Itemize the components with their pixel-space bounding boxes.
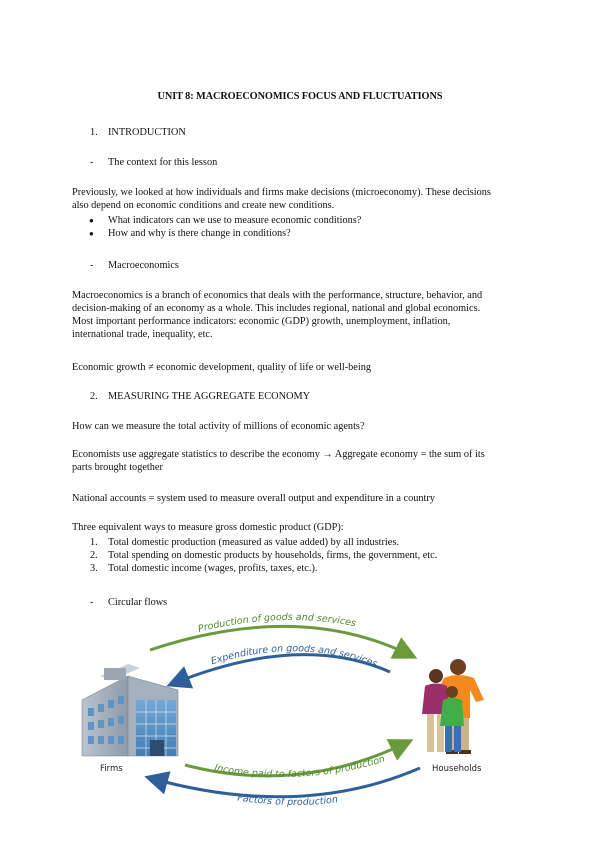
numbered-list xyxy=(72,536,532,575)
households-label: Households xyxy=(432,764,482,774)
paragraph-question: How can we measure the total activity of millions of economic agents? xyxy=(72,421,365,432)
arrow-income-factors xyxy=(185,742,408,776)
paragraph-three-ways: Three equivalent ways to measure gross domestic product (GDP): xyxy=(72,522,344,533)
item-text: Total spending on domestic products by households, firms, the government, etc. xyxy=(108,550,438,561)
paragraph-line: Macroeconomics is a branch of economics that deals with the performance, structure, behavior, and xyxy=(72,290,483,301)
paragraph-line: decision-making of an economy as a whole. This includes regional, national and global economics. xyxy=(72,303,481,314)
dash-item-text: The context for this lesson xyxy=(108,157,218,168)
item-number: 1. xyxy=(90,537,98,548)
paragraph-growth: Economic growth ≠ economic development, quality of life or well-being xyxy=(72,362,372,373)
arrow-production-goods xyxy=(150,626,412,656)
dash-item-text: Macroeconomics xyxy=(108,260,179,271)
paragraph-line: Most important performance indicators: economic (GDP) growth, unemployment, inflation, xyxy=(72,316,451,327)
paragraph-line: also depend on economic conditions and create new conditions. xyxy=(72,200,335,211)
dash-item-text: Circular flows xyxy=(108,597,168,608)
item-number: 2. xyxy=(90,550,98,561)
paragraph-line: parts brought together xyxy=(72,462,163,473)
section-title: MEASURING THE AGGREGATE ECONOMY xyxy=(108,391,311,402)
bullet-list xyxy=(72,214,532,240)
paragraph-line: Previously, we looked at how individuals and firms make decisions (microeconomy). These decisions xyxy=(72,187,491,198)
arrow-expenditure-goods-label: Expenditure on goods and services xyxy=(209,643,379,670)
arrow-income-factors-label: Income paid to factors of production xyxy=(213,753,387,781)
bullet-item: ● How and why is there change in conditions? xyxy=(72,227,532,240)
paragraph-national-accounts: National accounts = system used to measure overall output and expenditure in a country xyxy=(72,493,435,504)
item-text: Total domestic income (wages, profits, taxes, etc.). xyxy=(108,563,318,574)
households-people-icon xyxy=(422,659,484,754)
paragraph-line: international trade, inequality, etc. xyxy=(72,329,213,340)
paragraph-aggregate xyxy=(72,448,532,474)
paragraph-line: Economists use aggregate statistics to describe the economy → Aggregate economy = the sum of its xyxy=(72,449,485,460)
numbered-item xyxy=(72,536,532,549)
document-title: UNIT 8: MACROECONOMICS FOCUS AND FLUCTUATIONS xyxy=(157,91,443,102)
item-number: 3. xyxy=(90,563,98,574)
firms-label: Firms xyxy=(100,764,123,774)
arrow-production-goods-label: Production of goods and services xyxy=(197,611,357,635)
dash-marker: - xyxy=(90,597,94,608)
arrow-expenditure-goods xyxy=(172,655,390,684)
numbered-item xyxy=(72,562,532,575)
arrow-factors-production-label: Factors of production xyxy=(236,792,339,809)
section-number: 1. xyxy=(90,127,98,138)
arrow-factors-production xyxy=(150,768,420,797)
paragraph-macroeconomics xyxy=(72,289,532,341)
section-title: INTRODUCTION xyxy=(108,127,186,138)
section-number: 2. xyxy=(90,391,98,402)
dash-marker: - xyxy=(90,157,94,168)
item-text: Total domestic production (measured as value added) by all industries. xyxy=(108,537,399,548)
firms-building-icon xyxy=(82,664,178,756)
dash-marker: - xyxy=(90,260,94,271)
numbered-item xyxy=(72,549,532,562)
bullet-item: ● What indicators can we use to measure economic conditions? xyxy=(72,214,532,227)
paragraph-previously xyxy=(72,186,532,212)
